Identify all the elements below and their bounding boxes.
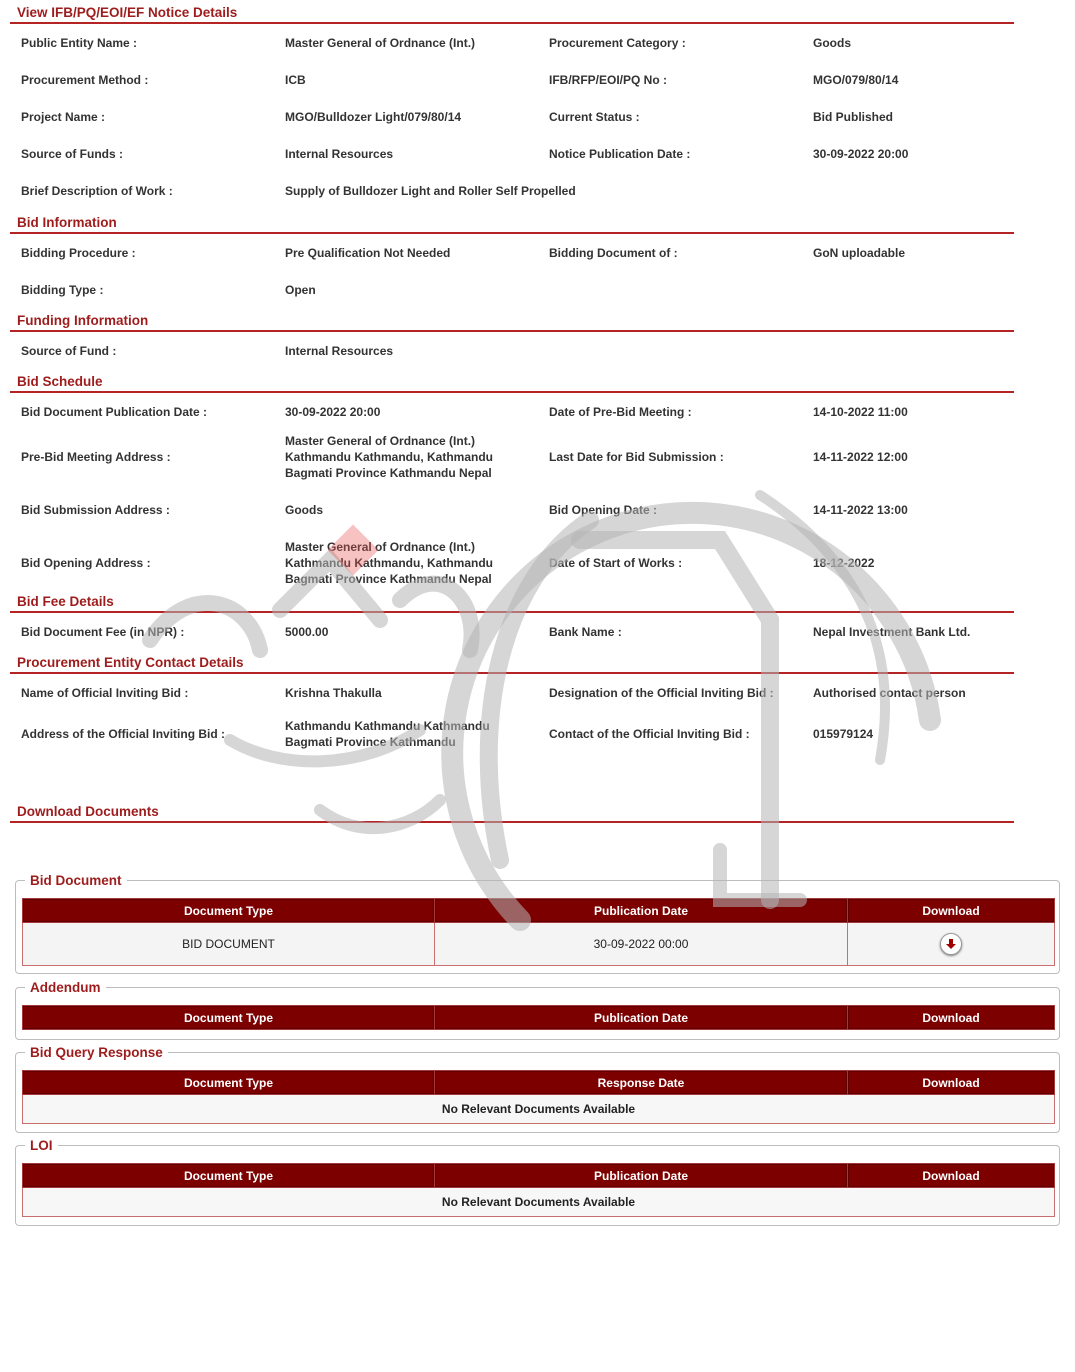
table-row: [23, 1188, 1055, 1217]
field-value: Authorised contact person: [813, 685, 966, 700]
column-header: Download: [848, 899, 1055, 923]
info-row: [10, 24, 1014, 61]
field-value: Pre Qualification Not Needed: [285, 245, 451, 260]
info-row: [10, 234, 1014, 271]
section-title-notice: View IFB/PQ/EOI/EF Notice Details: [10, 0, 1014, 24]
panel-legend: Addendum: [30, 980, 101, 995]
field-value: Bid Published: [813, 109, 894, 124]
column-header: Download: [848, 1071, 1055, 1095]
info-row: [10, 172, 1014, 210]
field-label: Designation of the Official Inviting Bid :: [549, 685, 774, 700]
download-arrow-icon: [945, 938, 957, 950]
field-label: Bid Opening Address :: [21, 555, 151, 570]
column-header: Publication Date: [435, 899, 848, 923]
bid-fee-table: [10, 613, 1014, 650]
funding-table: [10, 332, 1014, 369]
field-value: 015979124: [813, 726, 874, 741]
field-value: Master General of Ordnance (Int.): [285, 35, 476, 50]
section-title-funding-information: Funding Information: [10, 308, 1014, 332]
download-button[interactable]: [940, 933, 962, 955]
info-row: [10, 393, 1014, 430]
info-row: [10, 711, 1014, 756]
field-label: Bidding Document of :: [549, 245, 678, 260]
section-title-bid-information: Bid Information: [10, 210, 1014, 234]
bid-document-table: [22, 898, 1055, 966]
bid-query-response-table: [22, 1070, 1055, 1124]
column-header: Download: [848, 1006, 1055, 1030]
field-value: [802, 271, 1014, 308]
field-label: Notice Publication Date :: [549, 146, 691, 161]
field-value-address: [274, 536, 538, 589]
field-value: 14-11-2022 13:00: [813, 502, 908, 517]
section-title-bid-schedule: Bid Schedule: [10, 369, 1014, 393]
notice-details: [10, 0, 1014, 823]
section-title-contact-details: Procurement Entity Contact Details: [10, 650, 1014, 674]
section-title-download-documents: Download Documents: [10, 799, 1014, 823]
field-value: Goods: [813, 35, 851, 50]
field-label: Source of Funds :: [21, 146, 123, 161]
field-label: Date of Start of Works :: [549, 555, 683, 570]
column-header: Document Type: [23, 899, 435, 923]
field-value: Internal Resources: [285, 146, 394, 161]
section-title-bid-fee: Bid Fee Details: [10, 589, 1014, 613]
field-label: Pre-Bid Meeting Address :: [21, 449, 171, 464]
table-header-row: [23, 1071, 1055, 1095]
field-value: Nepal Investment Bank Ltd.: [813, 624, 971, 639]
empty-message: No Relevant Documents Available: [23, 1188, 1055, 1217]
field-value-address: [274, 711, 538, 756]
field-value: GoN uploadable: [813, 245, 906, 260]
field-value: 30-09-2022 20:00: [285, 404, 381, 419]
field-value: 14-11-2022 12:00: [813, 449, 908, 464]
info-row: [10, 483, 1014, 536]
info-row: [10, 61, 1014, 98]
address-line: Bagmati Province Kathmandu Nepal: [285, 571, 492, 586]
info-row: [10, 135, 1014, 172]
field-value: 5000.00: [285, 624, 329, 639]
field-value: MGO/Bulldozer Light/079/80/14: [285, 109, 462, 124]
panel-legend: Bid Query Response: [30, 1045, 163, 1060]
field-value: Supply of Bulldozer Light and Roller Self Propelled: [285, 184, 576, 198]
field-value: MGO/079/80/14: [813, 72, 899, 87]
address-line: Master General of Ordnance (Int.): [285, 539, 476, 554]
info-row: [10, 613, 1014, 650]
field-label: Last Date for Bid Submission :: [549, 449, 724, 464]
contact-table: [10, 674, 1014, 756]
field-label: Bidding Type :: [21, 282, 104, 297]
column-header: Document Type: [23, 1164, 435, 1188]
table-row: [23, 1095, 1055, 1124]
column-header: Publication Date: [435, 1006, 848, 1030]
info-row: [10, 674, 1014, 711]
column-header: Response Date: [435, 1071, 848, 1095]
field-label: Bid Opening Date :: [549, 502, 657, 517]
document-type-cell: BID DOCUMENT: [23, 923, 435, 966]
field-label: Name of Official Inviting Bid :: [21, 685, 189, 700]
info-row: [10, 536, 1014, 589]
field-label: Bid Submission Address :: [21, 502, 170, 517]
field-value-address: [274, 430, 538, 483]
field-label: Contact of the Official Inviting Bid :: [549, 726, 750, 741]
field-label: Address of the Official Inviting Bid :: [21, 726, 226, 741]
column-header: Publication Date: [435, 1164, 848, 1188]
field-label: Project Name :: [21, 109, 106, 124]
field-label: Public Entity Name :: [21, 35, 138, 50]
info-row: [10, 271, 1014, 308]
info-row: [10, 98, 1014, 135]
field-value: 18-12-2022: [813, 555, 875, 570]
field-value: ICB: [285, 72, 306, 87]
panel-legend: Bid Document: [30, 873, 122, 888]
address-line: Bagmati Province Kathmandu Nepal: [285, 465, 492, 480]
column-header: Document Type: [23, 1006, 435, 1030]
field-value: 30-09-2022 20:00: [813, 146, 909, 161]
publication-date-cell: 30-09-2022 00:00: [435, 923, 848, 966]
field-label: Bid Document Fee (in NPR) :: [21, 624, 185, 639]
table-row: [23, 923, 1055, 966]
field-label: IFB/RFP/EOI/PQ No :: [549, 72, 668, 87]
panel-legend: LOI: [30, 1138, 53, 1153]
table-header-row: [23, 1164, 1055, 1188]
field-label: Procurement Category :: [549, 35, 686, 50]
bid-schedule-table: [10, 393, 1014, 589]
field-value: Krishna Thakulla: [285, 685, 382, 700]
notice-table: [10, 24, 1014, 210]
address-line: Kathmandu Kathmandu, Kathmandu: [285, 449, 494, 464]
loi-table: [22, 1163, 1055, 1217]
field-value: Goods: [285, 502, 323, 517]
field-label: Date of Pre-Bid Meeting :: [549, 404, 692, 419]
column-header: Document Type: [23, 1071, 435, 1095]
field-value: Open: [285, 282, 316, 297]
column-header: Download: [848, 1164, 1055, 1188]
addendum-table: [22, 1005, 1055, 1030]
address-line: Master General of Ordnance (Int.): [285, 433, 476, 448]
bid-information-table: [10, 234, 1014, 308]
address-line: Kathmandu Kathmandu Kathmandu: [285, 718, 490, 733]
info-row: [10, 430, 1014, 483]
info-row: [10, 332, 1014, 369]
table-header-row: [23, 899, 1055, 923]
field-label: Bank Name :: [549, 624, 622, 639]
address-line: Bagmati Province Kathmandu: [285, 734, 456, 749]
field-value: Internal Resources: [285, 343, 394, 358]
field-label: Bidding Procedure :: [21, 245, 136, 260]
field-label: Current Status :: [549, 109, 640, 124]
table-header-row: [23, 1006, 1055, 1030]
field-label: Procurement Method :: [21, 72, 149, 87]
field-label: [538, 271, 802, 308]
field-label: Brief Description of Work :: [21, 184, 173, 198]
empty-message: No Relevant Documents Available: [23, 1095, 1055, 1124]
field-label: Bid Document Publication Date :: [21, 404, 208, 419]
field-value: 14-10-2022 11:00: [813, 404, 908, 419]
download-cell: [848, 923, 1055, 966]
field-label: Source of Fund :: [21, 343, 117, 358]
address-line: Kathmandu Kathmandu, Kathmandu: [285, 555, 494, 570]
